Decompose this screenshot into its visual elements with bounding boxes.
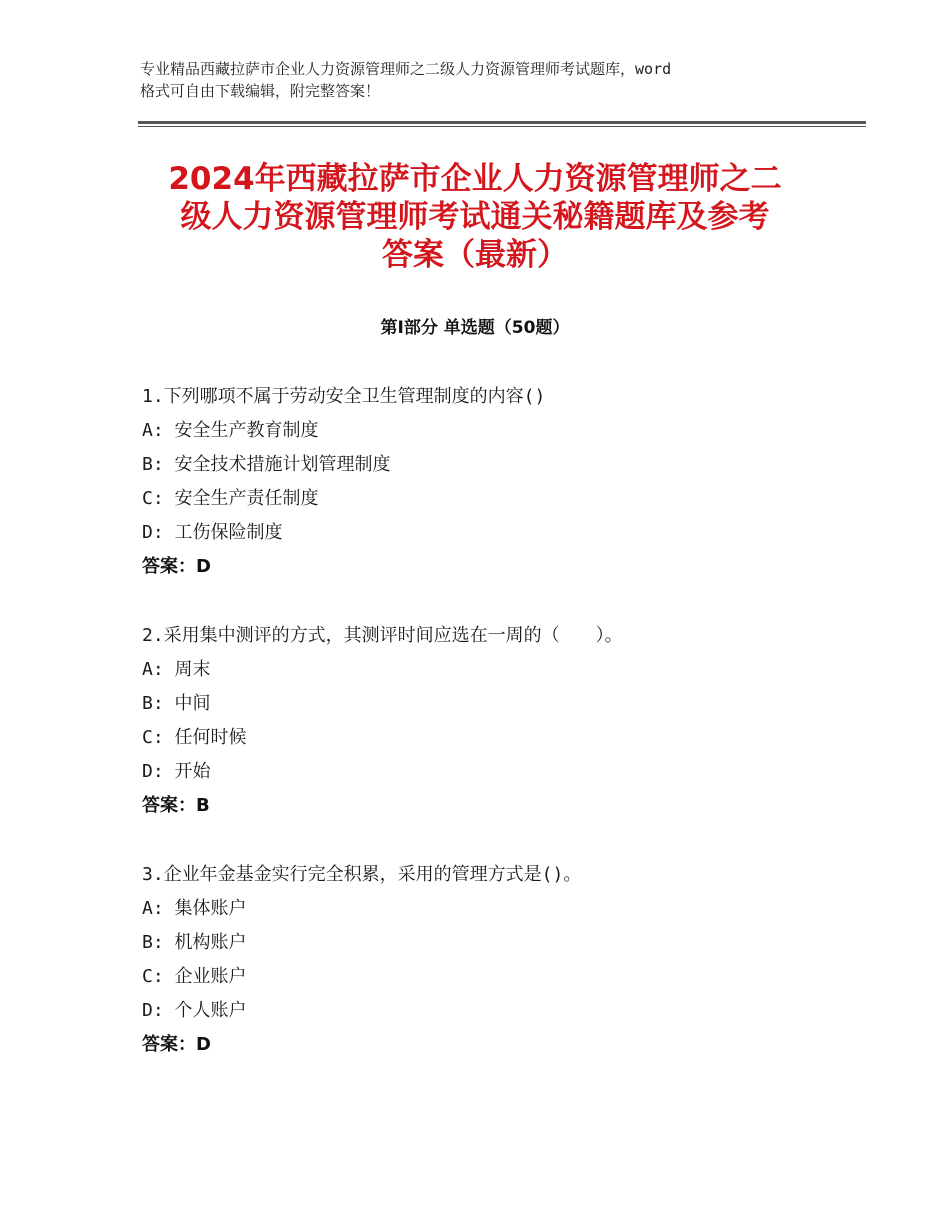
header-note-line-2: 格式可自由下载编辑，附完整答案！ [140, 82, 381, 100]
question-3 [142, 858, 862, 1062]
header-divider-thick [138, 121, 866, 124]
answer-line: 答案：D [142, 556, 211, 577]
document-title-line-1: 2024年西藏拉萨市企业人力资源管理师之二 [168, 161, 782, 197]
option-b: B: 中间 [142, 693, 211, 714]
document-title-line-2: 级人力资源管理师考试通关秘籍题库及参考 [180, 199, 770, 235]
option-d: D: 开始 [142, 761, 211, 782]
question-stem: 2.采用集中测评的方式，其测评时间应选在一周的（ ）。 [142, 625, 623, 646]
option-c: C: 任何时候 [142, 727, 247, 748]
question-2 [142, 619, 862, 823]
option-c: C: 安全生产责任制度 [142, 488, 319, 509]
header-note-line-1: 专业精品西藏拉萨市企业人力资源管理师之二级人力资源管理师考试题库，word [140, 60, 672, 78]
question-stem: 1.下列哪项不属于劳动安全卫生管理制度的内容() [142, 386, 546, 407]
question-1 [142, 380, 862, 584]
option-a: A: 集体账户 [142, 898, 247, 919]
option-b: B: 安全技术措施计划管理制度 [142, 454, 391, 475]
question-stem: 3.企业年金基金实行完全积累，采用的管理方式是()。 [142, 864, 582, 885]
document-title [120, 160, 830, 274]
answer-line: 答案：B [142, 795, 210, 816]
answer-line: 答案：D [142, 1034, 211, 1055]
option-d: D: 个人账户 [142, 1000, 247, 1021]
header-note [140, 58, 820, 102]
header-divider-thin [138, 126, 866, 127]
option-c: C: 企业账户 [142, 966, 247, 987]
option-a: A: 安全生产教育制度 [142, 420, 319, 441]
option-d: D: 工伤保险制度 [142, 522, 283, 543]
document-title-line-3: 答案（最新） [382, 237, 568, 273]
section-title: 第Ⅰ部分 单选题（50题） [380, 318, 570, 338]
option-b: B: 机构账户 [142, 932, 247, 953]
option-a: A: 周末 [142, 659, 211, 680]
